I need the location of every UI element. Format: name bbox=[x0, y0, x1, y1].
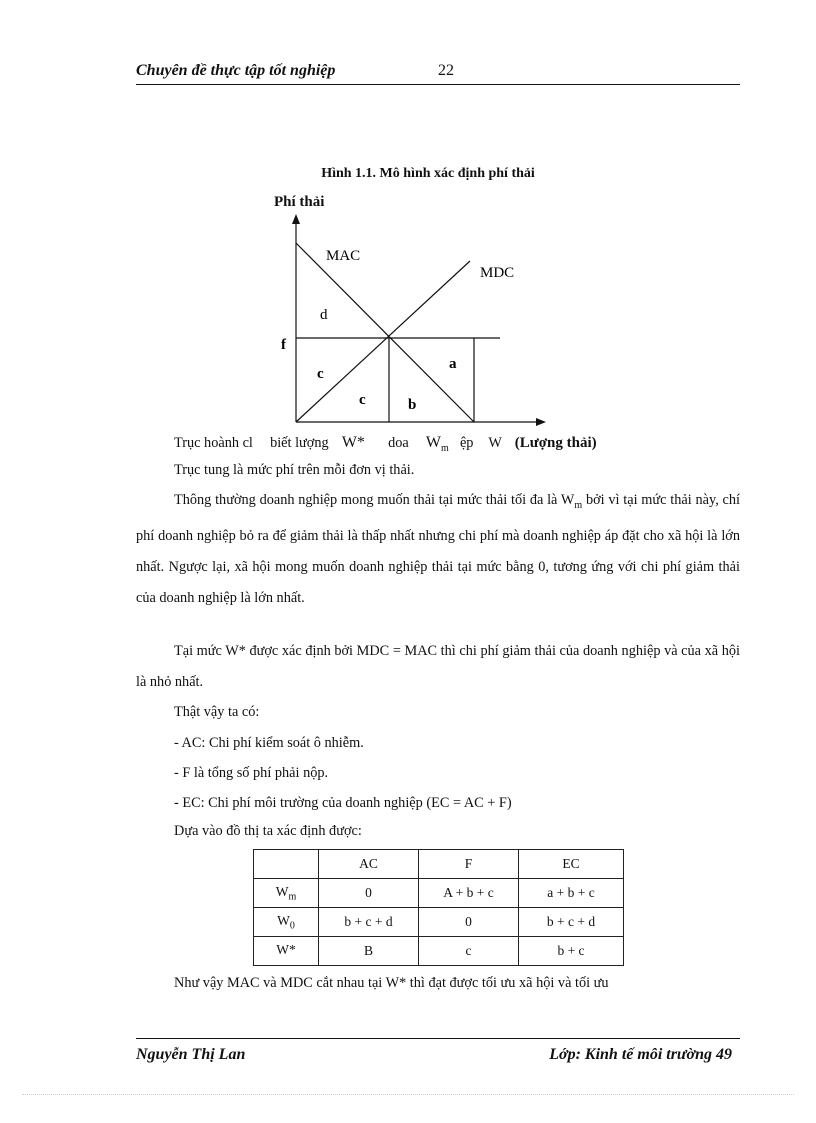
bullet-ac: - AC: Chi phí kiểm soát ô nhiễm. bbox=[174, 735, 364, 751]
table-header: F bbox=[419, 850, 519, 879]
y-axis-description: Trục tung là mức phí trên mỗi đơn vị thải. bbox=[174, 462, 415, 478]
table-header: EC bbox=[519, 850, 624, 879]
x-axis-text-2: biết lượng bbox=[270, 435, 329, 451]
bullet-ec: - EC: Chi phí môi trường của doanh nghiệp (EC = AC + F) bbox=[174, 795, 512, 811]
region-d-label: d bbox=[320, 307, 328, 323]
cell-ac: 0 bbox=[319, 879, 419, 908]
region-a-label: a bbox=[449, 356, 457, 372]
x-axis-label: W bbox=[488, 435, 502, 451]
cell-ec: b + c + d bbox=[519, 908, 624, 937]
paragraph-1: Thông thường doanh nghiệp mong muốn thải tại mức thải tối đa là $W_m$ bởi vì tại mức thải này, chí phí doanh nghiệp bỏ ra để giảm thải là thấp nhất nhưng chi phí mà doanh nghiệp áp đặt cho xã hội là lớn nhất. Ngược lại, xã hội mong muốn doanh nghiệp thải tại mức bằng 0, tương ứng với chi phí giảm thải của doanh nghiệp là lớn nhất. bbox=[136, 492, 740, 606]
row-label: $W_0$ bbox=[254, 908, 319, 937]
cell-ac: b + c + d bbox=[319, 908, 419, 937]
table-row bbox=[254, 908, 624, 937]
y-axis-arrow bbox=[292, 214, 300, 224]
table-header-row bbox=[254, 850, 624, 879]
row-label: W* bbox=[254, 937, 319, 966]
x-axis-arrow bbox=[536, 418, 546, 426]
fee-level-label: f bbox=[281, 337, 286, 353]
paragraph-2: Tại mức W* được xác định bởi MDC = MAC thì chi phí giảm thải của doanh nghiệp và của xã hội là nhỏ nhất. bbox=[136, 643, 740, 690]
region-c-upper-label: c bbox=[317, 366, 324, 382]
x-axis-text-1: Trục hoành cl bbox=[174, 435, 253, 451]
fee-diagram bbox=[270, 210, 560, 435]
bullet-f: - F là tổng số phí phải nộp. bbox=[174, 765, 329, 781]
header-divider bbox=[136, 84, 740, 85]
footer-author: Nguyễn Thị Lan bbox=[136, 1046, 246, 1063]
region-c-lower-label: c bbox=[359, 392, 366, 408]
mdc-label: MDC bbox=[480, 265, 515, 281]
table-row bbox=[254, 937, 624, 966]
cell-f: c bbox=[419, 937, 519, 966]
based-line: Dựa vào đồ thị ta xác định được: bbox=[174, 823, 362, 839]
header-title: Chuyên đề thực tập tốt nghiệp bbox=[136, 62, 336, 79]
cell-f: A + b + c bbox=[419, 879, 519, 908]
tick-wm: $W_m$ bbox=[425, 434, 449, 455]
footer-divider bbox=[136, 1038, 740, 1039]
cost-table bbox=[253, 849, 624, 966]
table-row bbox=[254, 879, 624, 908]
page-bottom-divider bbox=[22, 1094, 794, 1095]
x-axis-title: (Lượng thải) bbox=[514, 435, 597, 451]
cell-ec: a + b + c bbox=[519, 879, 624, 908]
table-header bbox=[254, 850, 319, 879]
indeed-line: Thật vậy ta có: bbox=[174, 704, 260, 720]
closing-line: Như vậy MAC và MDC cắt nhau tại W* thì đạt được tối ưu xã hội và tối ưu bbox=[174, 975, 609, 991]
cell-ec: b + c bbox=[519, 937, 624, 966]
page-number: 22 bbox=[438, 62, 454, 79]
cell-ac: B bbox=[319, 937, 419, 966]
region-b-label: b bbox=[408, 397, 417, 413]
tick-wstar: W* bbox=[341, 434, 365, 451]
x-axis-text-4: ệp bbox=[459, 435, 474, 451]
cell-f: 0 bbox=[419, 908, 519, 937]
footer-class: Lớp: Kinh tế môi trường 49 bbox=[549, 1046, 732, 1063]
mac-label: MAC bbox=[326, 248, 361, 264]
x-axis-description bbox=[174, 434, 597, 454]
table-header: AC bbox=[319, 850, 419, 879]
row-label: $W_m$ bbox=[254, 879, 319, 908]
mac-curve bbox=[296, 243, 474, 422]
y-axis-label: Phí thải bbox=[274, 194, 325, 210]
figure-caption: Hình 1.1. Mô hình xác định phí thải bbox=[321, 166, 535, 181]
x-axis-text-3: doa bbox=[388, 435, 409, 451]
mdc-curve bbox=[296, 261, 470, 422]
